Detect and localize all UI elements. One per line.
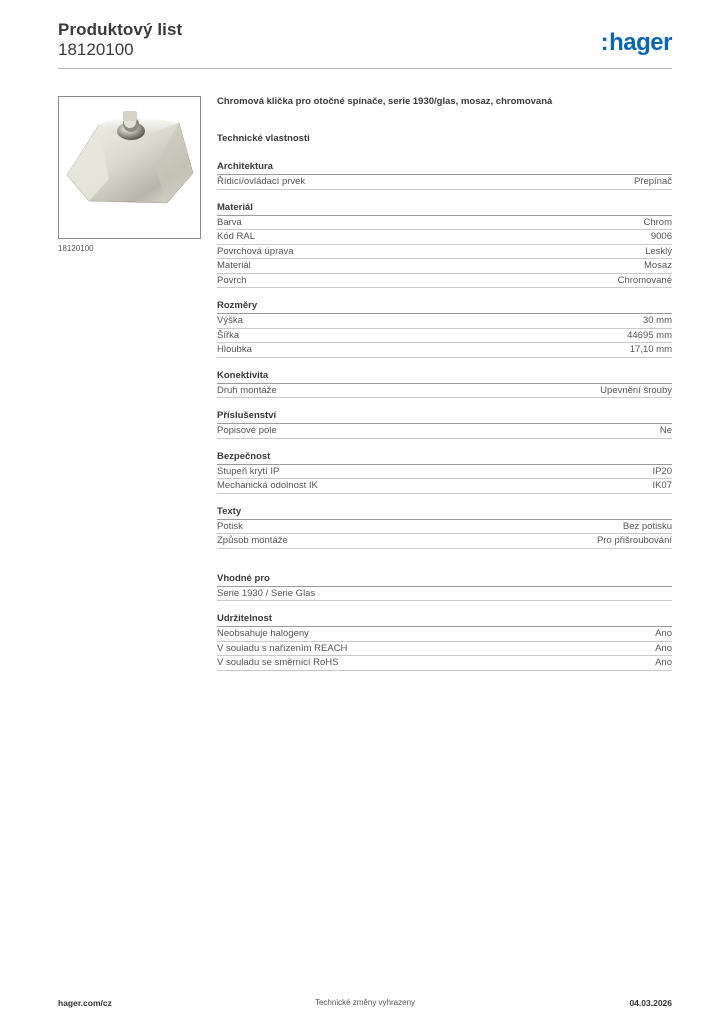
spec-label: Kód RAL	[217, 231, 256, 242]
spec-row	[217, 465, 672, 480]
spec-row	[217, 424, 672, 439]
group-texty	[217, 506, 672, 549]
spec-label: V souladu s nařízením REACH	[217, 642, 348, 654]
spec-label: Šířka	[217, 329, 240, 341]
spec-row	[217, 479, 672, 494]
spec-row	[217, 274, 672, 289]
product-code: 18120100	[58, 40, 134, 59]
spec-label: Způsob montáže	[217, 535, 288, 546]
group-title: Materiál	[217, 202, 672, 216]
spec-row	[217, 642, 672, 657]
group-title: Konektivita	[217, 370, 672, 384]
footer-date: 04.03.2026	[629, 998, 672, 1008]
spec-label: Povrchová úprava	[217, 245, 294, 257]
footer-website-link[interactable]: hager.com/cz	[58, 998, 112, 1008]
hager-logo: :hager	[600, 29, 672, 56]
spec-label: Neobsahuje halogeny	[217, 628, 309, 639]
spec-label: Druh montáže	[217, 384, 277, 396]
spec-row	[217, 384, 672, 399]
group-material	[217, 202, 672, 289]
spec-value: 30 mm	[642, 315, 672, 326]
spec-row	[217, 627, 672, 642]
spec-row	[217, 245, 672, 260]
spec-row	[217, 175, 672, 190]
spec-row	[217, 230, 672, 245]
group-konektivita	[217, 370, 672, 399]
spec-value: Ne	[659, 425, 672, 436]
group-udrzitelnost	[217, 613, 672, 671]
spec-value: Chrom	[643, 216, 672, 228]
group-vhodne-pro	[217, 573, 672, 602]
spec-row	[217, 314, 672, 329]
spec-row	[217, 343, 672, 358]
spec-value: Ano	[655, 657, 672, 668]
spec-label: Barva	[217, 216, 242, 228]
specifications	[217, 96, 672, 683]
spec-value: Lesklý	[645, 245, 672, 257]
spec-row	[217, 216, 672, 231]
spec-label: Řídicí/ovládací prvek	[217, 176, 306, 187]
spec-label: V souladu se směrnicí RoHS	[217, 657, 339, 668]
header-divider	[58, 68, 672, 69]
spec-label: Potisk	[217, 520, 243, 532]
spec-value: Pro přišroubování	[597, 535, 672, 546]
group-title: Udržitelnost	[217, 613, 672, 627]
group-title: Texty	[217, 506, 672, 520]
group-title: Příslušenství	[217, 410, 672, 424]
spec-value: 9006	[650, 231, 672, 242]
page-title: Produktový list	[58, 20, 183, 39]
spec-row	[217, 587, 672, 602]
product-description: Chromová klička pro otočné spínače, serie 1930/glas, mosaz, chromovaná	[217, 96, 553, 107]
spec-value: Mosaz	[644, 260, 672, 271]
spec-row	[217, 329, 672, 344]
spec-label: Serie 1930 / Serie Glas	[217, 587, 316, 599]
image-caption: 18120100	[58, 244, 94, 253]
spec-label: Materiál	[217, 260, 251, 271]
product-image	[58, 96, 201, 239]
spec-label: Povrch	[217, 274, 247, 286]
spec-label: Stupeň krytí IP	[217, 465, 280, 477]
spec-value: Bez potisku	[622, 520, 672, 532]
spec-value: IP20	[652, 465, 672, 477]
spec-value: Upevnění šrouby	[600, 384, 672, 396]
group-title: Bezpečnost	[217, 451, 672, 465]
group-title: Architektura	[217, 161, 672, 175]
spec-value: 44695 mm	[627, 329, 672, 341]
group-architektura	[217, 161, 672, 190]
spec-value: IK07	[652, 480, 672, 491]
group-bezpecnost	[217, 451, 672, 494]
section-title: Technické vlastnosti	[217, 133, 310, 144]
spec-row	[217, 520, 672, 535]
spec-row	[217, 656, 672, 671]
group-title: Rozměry	[217, 300, 672, 314]
chrome-knob-image	[59, 97, 200, 238]
footer-notice: Technické změny vyhrazeny	[314, 998, 416, 1007]
spec-value: 17,10 mm	[629, 344, 672, 355]
group-title: Vhodné pro	[217, 573, 672, 587]
group-rozmery	[217, 300, 672, 358]
spec-label: Výška	[217, 315, 243, 326]
spec-label: Mechanická odolnost IK	[217, 480, 318, 491]
spec-label: Hloubka	[217, 344, 252, 355]
page-header	[58, 20, 672, 70]
spec-value: Chromované	[617, 274, 672, 286]
spec-label: Popisové pole	[217, 425, 277, 436]
spec-value: Přepínač	[633, 176, 672, 187]
logo-text: hager	[609, 29, 672, 56]
group-prislusenstvi	[217, 410, 672, 439]
spec-value: Ano	[655, 628, 672, 639]
spec-value: Ano	[655, 642, 672, 654]
spec-row	[217, 259, 672, 274]
spec-row	[217, 534, 672, 549]
